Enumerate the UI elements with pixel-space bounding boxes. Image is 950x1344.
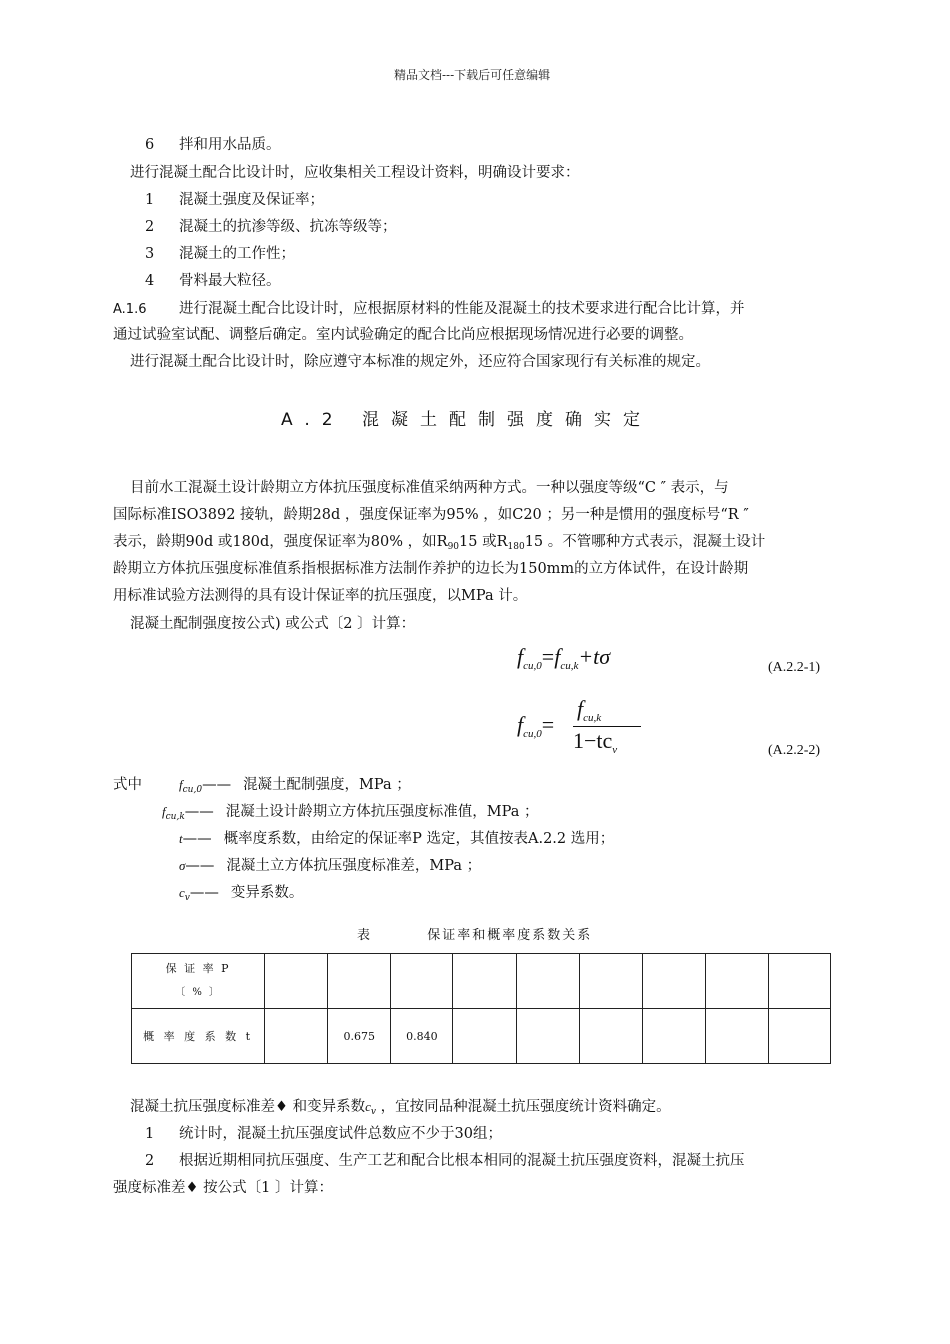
table-cell: 0.675 bbox=[328, 1009, 391, 1064]
table-cell bbox=[768, 1009, 830, 1064]
formula-symbol: f bbox=[577, 696, 584, 721]
clause-a16-line1 bbox=[113, 296, 745, 323]
list-text: 根据近期相同抗压强度、生产工艺和配合比根本相同的混凝土抗压强度资料，混凝土抗压 bbox=[179, 1153, 745, 1169]
table-cell bbox=[516, 954, 579, 1009]
symbol-dash: —— bbox=[184, 804, 214, 820]
symbol-dash: —— bbox=[185, 858, 215, 874]
table-cell bbox=[265, 954, 328, 1009]
formula-term: +tσ bbox=[578, 644, 611, 669]
table-cell bbox=[705, 954, 768, 1009]
probability-table bbox=[131, 953, 831, 1064]
formula-subscript: cu,0 bbox=[523, 728, 542, 740]
list-item bbox=[145, 241, 295, 267]
body-text: 混凝土抗压强度标准差♦ 和变异系数 bbox=[130, 1099, 366, 1115]
list-number: 1 bbox=[145, 192, 155, 208]
symbol-description: 混凝土配制强度，MPa ； bbox=[243, 777, 411, 793]
list-number: 4 bbox=[145, 273, 155, 289]
list-number: 2 bbox=[145, 1153, 155, 1169]
list-text: 统计时，混凝土抗压强度试件总数应不少于30组； bbox=[179, 1126, 502, 1142]
formula-operator: = bbox=[541, 644, 555, 669]
table-cell bbox=[705, 1009, 768, 1064]
body-line: 目前水工混凝土设计龄期立方体抗压强度标准值采纳两种方式。一种以强度等级“C ″ 表示，与 bbox=[130, 480, 729, 496]
symbol: σ bbox=[179, 858, 186, 873]
list-number: 1 bbox=[145, 1126, 155, 1142]
list-item bbox=[145, 132, 281, 158]
formula-subscript: cu,0 bbox=[523, 660, 542, 672]
list-text: 骨料最大粒径。 bbox=[179, 273, 281, 289]
list-number: 2 bbox=[145, 219, 155, 235]
table-cell bbox=[516, 1009, 579, 1064]
formula-symbol: f bbox=[517, 712, 524, 737]
body-line: 国际标准ISO3892 接轨，龄期28d ，强度保证率为95% ，如C20 ；另一种是惯用的强度标号“R ″ bbox=[113, 507, 749, 523]
list-text: 混凝土强度及保证率； bbox=[179, 192, 324, 208]
body-line: 用标准试验方法测得的具有设计保证率的抗压强度，以MPa 计。 bbox=[113, 588, 528, 604]
calc-intro: 混凝土配制强度按公式) 或公式〔2 〕计算： bbox=[130, 616, 416, 632]
body-line: 强度标准差♦ 按公式〔1 〕计算： bbox=[113, 1180, 333, 1196]
subscript: 180 bbox=[507, 542, 525, 552]
symbol-description: 概率度系数，由给定的保证率P 选定，其值按表A.2.2 选用； bbox=[223, 831, 615, 847]
header-line: 保 证 率 P bbox=[165, 962, 231, 975]
symbol-dash: —— bbox=[189, 885, 219, 901]
symbol-subscript: cu,k bbox=[165, 812, 185, 822]
symbol-subscript: v bbox=[370, 1107, 376, 1117]
formula-symbol: f bbox=[554, 644, 561, 669]
table-cell bbox=[642, 1009, 705, 1064]
clause-text: 进行混凝土配合比设计时，应根据原材料的性能及混凝土的技术要求进行配合比计算，并 bbox=[179, 301, 745, 317]
table-caption: 表 保证率和概率度系数关系 bbox=[357, 928, 593, 943]
symbol: c bbox=[179, 885, 185, 900]
body-text: 15 。不管哪种方式表示，混凝土设计 bbox=[524, 534, 766, 550]
body-text: 表示，龄期90d 或180d，强度保证率为80% ，如R bbox=[113, 534, 448, 550]
table-cell bbox=[265, 1009, 328, 1064]
subscript: 90 bbox=[447, 542, 460, 552]
formula-term: 1−tc bbox=[573, 728, 613, 753]
where-label: 式中 bbox=[113, 777, 142, 793]
body-line: 龄期立方体抗压强度标准值系指根据标准方法制作养护的边长为150mm的立方体试件，在设计龄期 bbox=[113, 561, 749, 577]
table-cell bbox=[453, 1009, 516, 1064]
list-item bbox=[145, 268, 281, 294]
symbol-dash: —— bbox=[202, 777, 232, 793]
list-number: 6 bbox=[145, 137, 155, 153]
clause-code: A.1.6 bbox=[113, 302, 147, 317]
header-line: 〔 % 〕 bbox=[175, 987, 222, 998]
list-item bbox=[145, 214, 397, 240]
fraction-bar bbox=[573, 726, 641, 727]
paragraph-standards: 进行混凝土配合比设计时，除应遵守本标准的规定外，还应符合国家现行有关标准的规定。 bbox=[130, 354, 710, 370]
table-cell bbox=[391, 954, 453, 1009]
symbol-subscript: cu,0 bbox=[182, 785, 203, 795]
symbol: c bbox=[365, 1099, 371, 1114]
symbol: f bbox=[179, 777, 183, 792]
symbol: f bbox=[162, 804, 166, 819]
formula-number: (A.2.2-1) bbox=[768, 660, 821, 675]
body-text: 15 或R bbox=[459, 534, 508, 550]
table-cell bbox=[579, 1009, 642, 1064]
table-row bbox=[132, 954, 831, 1009]
symbol-definition bbox=[179, 880, 303, 911]
symbol-description: 混凝土设计龄期立方体抗压强度标准值，MPa ； bbox=[225, 804, 539, 820]
symbol-definition bbox=[179, 826, 614, 852]
table-cell bbox=[453, 954, 516, 1009]
symbol-description: 变异系数。 bbox=[230, 885, 304, 901]
symbol-definition bbox=[179, 853, 481, 879]
body-text: ，宜按同品种混凝土抗压强度统计资料确定。 bbox=[375, 1099, 671, 1115]
list-item bbox=[145, 187, 324, 213]
paragraph-design-requirements: 进行混凝土配合比设计时，应收集相关工程设计资料，明确设计要求： bbox=[130, 165, 580, 181]
table-cell bbox=[328, 954, 391, 1009]
formula-number: (A.2.2-2) bbox=[768, 743, 821, 758]
page-header: 精品文档---下载后可任意编辑 bbox=[394, 68, 551, 82]
formula-subscript: v bbox=[612, 744, 618, 756]
symbol-description: 混凝土立方体抗压强度标准差，MPa ； bbox=[226, 858, 482, 874]
list-item bbox=[145, 1121, 502, 1147]
table-cell bbox=[579, 954, 642, 1009]
list-text: 混凝土的抗渗等级、抗冻等级等； bbox=[179, 219, 397, 235]
symbol: t bbox=[179, 831, 183, 846]
symbol-dash: —— bbox=[182, 831, 212, 847]
list-item bbox=[145, 1148, 745, 1174]
formula-subscript: cu,k bbox=[583, 712, 602, 724]
formula-operator: = bbox=[541, 712, 555, 737]
formula-subscript: cu,k bbox=[560, 660, 579, 672]
table-row-header bbox=[132, 954, 265, 1009]
formula-a221 bbox=[517, 644, 610, 672]
list-number: 3 bbox=[145, 246, 155, 262]
symbol-subscript: v bbox=[184, 893, 190, 903]
table-row bbox=[132, 1009, 831, 1064]
clause-a16-line2: 通过试验室试配、调整后确定。室内试验确定的配合比尚应根据现场情况进行必要的调整。 bbox=[113, 327, 693, 343]
table-row-header: 概 率 度 系 数 t bbox=[132, 1009, 265, 1064]
table-cell bbox=[642, 954, 705, 1009]
section-title: A.2 混凝土配制强度确实定 bbox=[281, 410, 652, 430]
list-text: 混凝土的工作性； bbox=[179, 246, 295, 262]
table-cell: 0.840 bbox=[391, 1009, 453, 1064]
table-cell bbox=[768, 954, 830, 1009]
formula-symbol: f bbox=[517, 644, 524, 669]
list-text: 拌和用水品质。 bbox=[179, 137, 281, 153]
